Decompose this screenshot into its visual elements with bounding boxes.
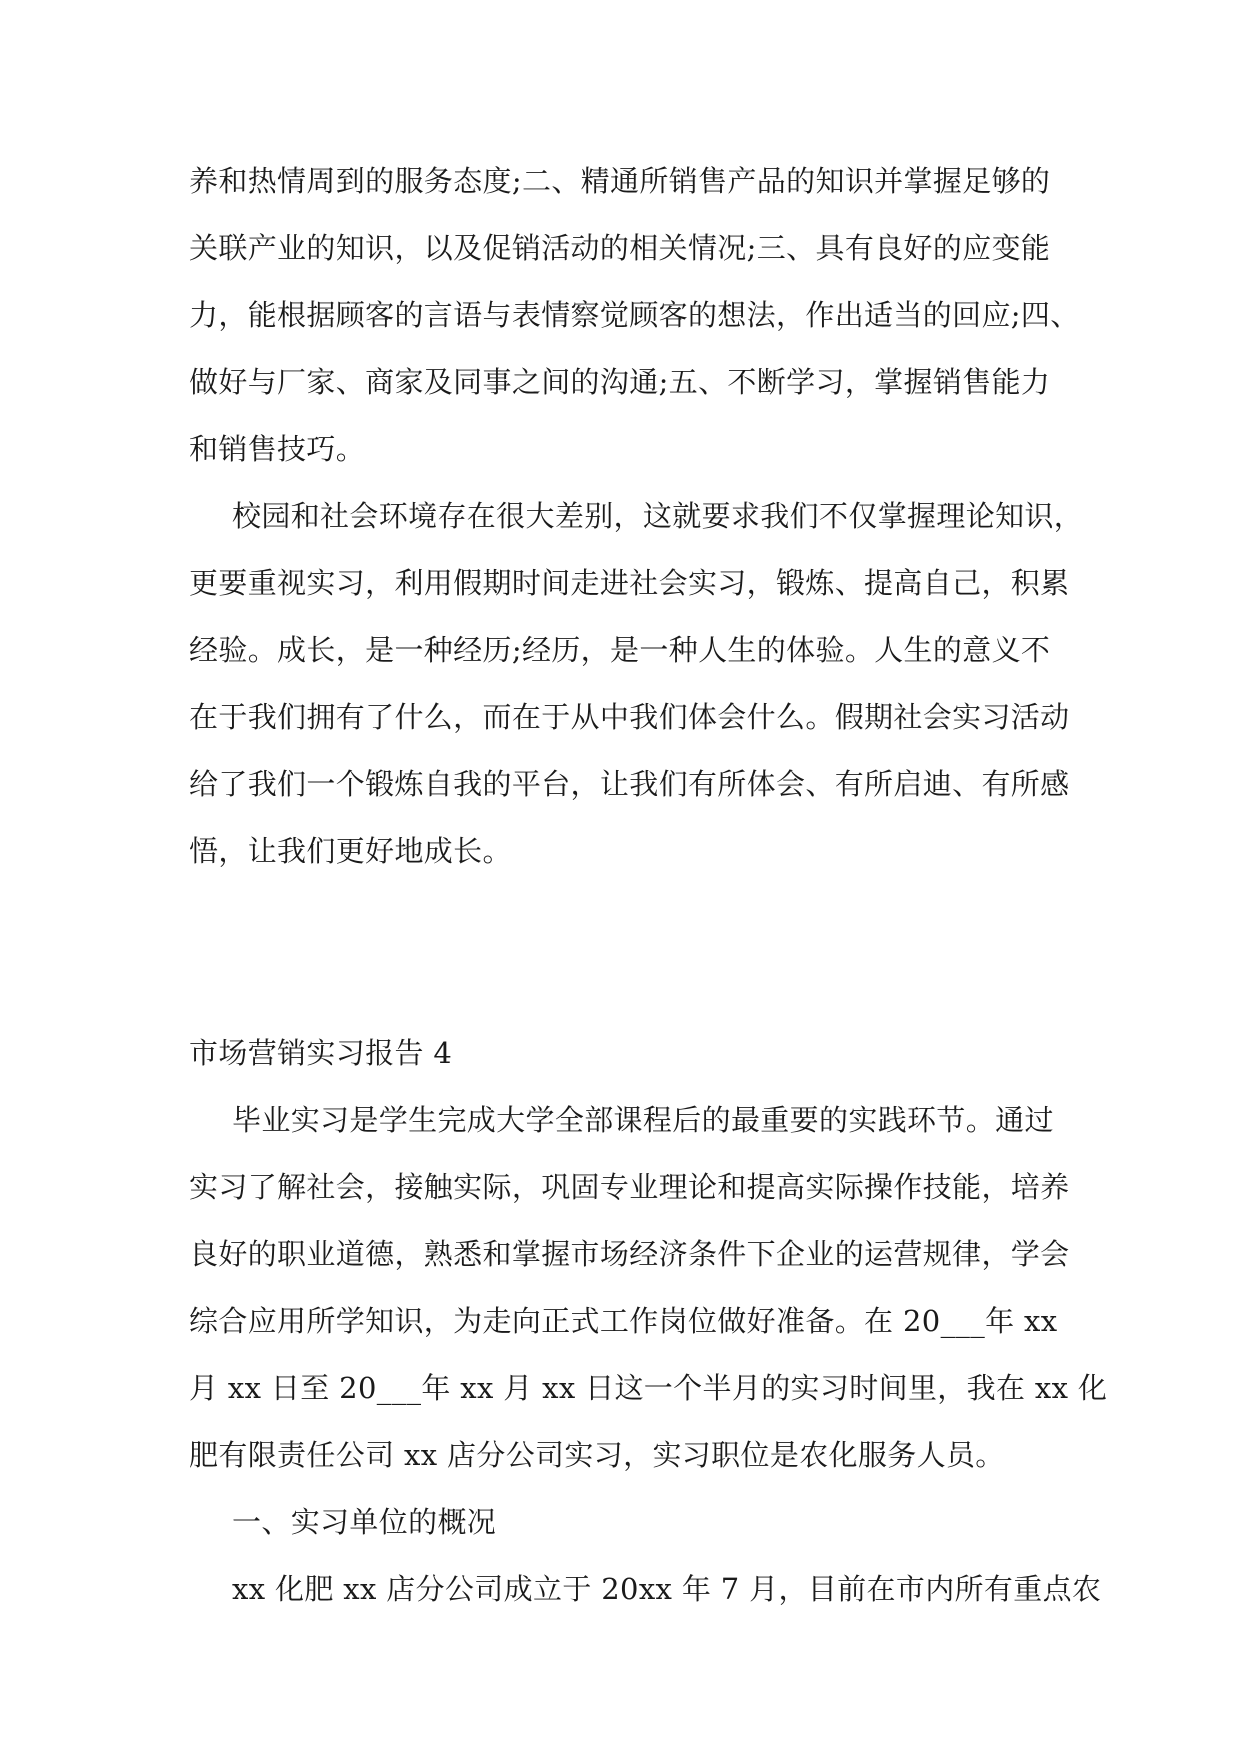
paragraph-line: xx 化肥 xx 店分公司成立于 20xx 年 7 月，目前在市内所有重点农	[232, 1572, 1102, 1606]
paragraph-line: 良好的职业道德，熟悉和掌握市场经济条件下企业的运营规律，学会	[189, 1237, 1070, 1271]
paragraph-line: 月 xx 日至 20___年 xx 月 xx 日这一个半月的实习时间里，我在 xx 化	[189, 1371, 1108, 1405]
paragraph-line: 校园和社会环境存在很大差别，这就要求我们不仅掌握理论知识，	[232, 499, 1084, 533]
paragraph-line: 肥有限责任公司 xx 店分公司实习，实习职位是农化服务人员。	[189, 1438, 1005, 1472]
paragraph-line: 实习了解社会，接触实际，巩固专业理论和提高实际操作技能，培养	[189, 1170, 1070, 1204]
paragraph-line: 经验。成长，是一种经历;经历，是一种人生的体验。人生的意义不	[189, 633, 1051, 667]
subheading: 一、实习单位的概况	[232, 1505, 497, 1539]
paragraph-line: 力，能根据顾客的言语与表情察觉顾客的想法，作出适当的回应;四、	[189, 298, 1080, 332]
section-title: 市场营销实习报告 4	[189, 1036, 453, 1070]
paragraph-line: 给了我们一个锻炼自我的平台，让我们有所体会、有所启迪、有所感	[189, 767, 1070, 801]
paragraph-line: 和销售技巧。	[189, 432, 366, 466]
paragraph-line: 悟，让我们更好地成长。	[189, 834, 512, 868]
paragraph-line: 关联产业的知识，以及促销活动的相关情况;三、具有良好的应变能	[189, 231, 1051, 265]
paragraph-line: 更要重视实习，利用假期时间走进社会实习，锻炼、提高自己，积累	[189, 566, 1070, 600]
paragraph-line: 做好与厂家、商家及同事之间的沟通;五、不断学习，掌握销售能力	[189, 365, 1051, 399]
paragraph-line: 在于我们拥有了什么，而在于从中我们体会什么。假期社会实习活动	[189, 700, 1070, 734]
paragraph-line: 毕业实习是学生完成大学全部课程后的最重要的实践环节。通过	[232, 1103, 1054, 1137]
paragraph-line: 养和热情周到的服务态度;二、精通所销售产品的知识并掌握足够的	[189, 164, 1051, 198]
paragraph-line: 综合应用所学知识，为走向正式工作岗位做好准备。在 20___年 xx	[189, 1304, 1058, 1338]
